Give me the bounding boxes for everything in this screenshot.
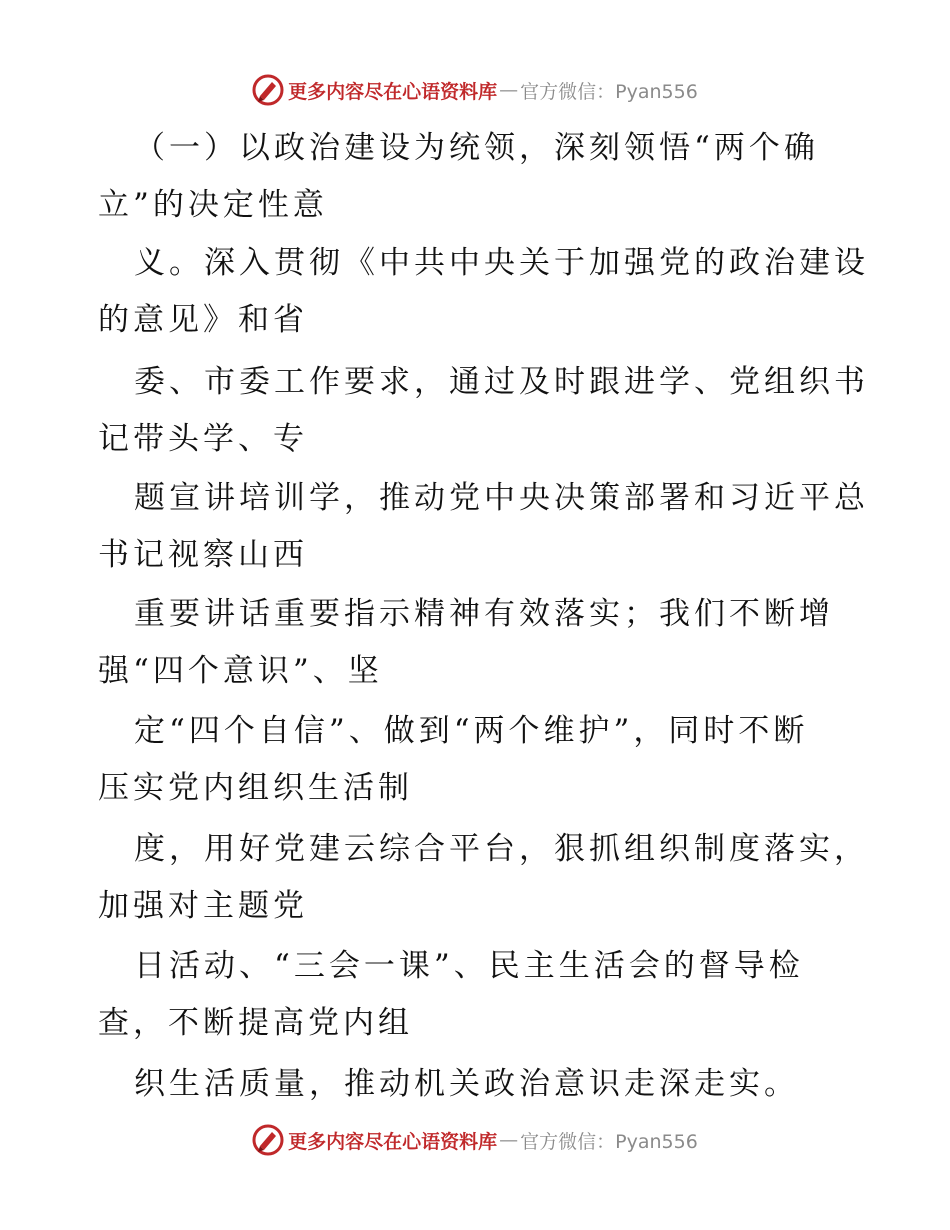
pen-logo-icon <box>252 74 284 106</box>
body-line: 强“四个意识”、坚 <box>98 653 383 689</box>
body-line: 压实党内组织生活制 <box>98 770 413 806</box>
pen-logo-icon <box>252 1124 284 1156</box>
banner-wechat-text: 官方微信：Pyan556 <box>520 80 698 103</box>
footer-banner <box>0 1123 950 1157</box>
body-line: 立”的决定性意 <box>98 187 328 223</box>
header-banner <box>0 73 950 107</box>
banner-wechat-text: 官方微信：Pyan556 <box>520 1130 698 1153</box>
body-line: 定“四个自信”、做到“两个维护”，同时不断 <box>134 713 809 749</box>
body-line: 重要讲话重要指示精神有效落实；我们不断增 <box>134 596 834 632</box>
body-line: 日活动、“三会一课”、民主生活会的督导检 <box>134 948 804 984</box>
body-line: 度，用好党建云综合平台，狠抓组织制度落实， <box>134 831 869 867</box>
banner-site-text: 更多内容尽在心语资料库 <box>288 1130 498 1153</box>
body-line: 的意见》和省 <box>98 302 308 338</box>
body-line: 加强对主题党 <box>98 888 308 924</box>
body-line: 织生活质量，推动机关政治意识走深走实。 <box>134 1066 799 1102</box>
body-line: （一）以政治建设为统领，深刻领悟“两个确 <box>134 130 819 166</box>
banner-separator: — <box>499 1129 519 1151</box>
body-line: 书记视察山西 <box>98 537 308 573</box>
body-line: 记带头学、专 <box>98 421 308 457</box>
body-line: 委、市委工作要求，通过及时跟进学、党组织书 <box>134 364 869 400</box>
body-line: 义。深入贯彻《中共中央关于加强党的政治建设 <box>134 245 869 281</box>
body-line: 查，不断提高党内组 <box>98 1005 413 1041</box>
banner-site-text: 更多内容尽在心语资料库 <box>288 80 498 103</box>
banner-separator: — <box>499 79 519 101</box>
body-line: 题宣讲培训学，推动党中央决策部署和习近平总 <box>134 480 869 516</box>
